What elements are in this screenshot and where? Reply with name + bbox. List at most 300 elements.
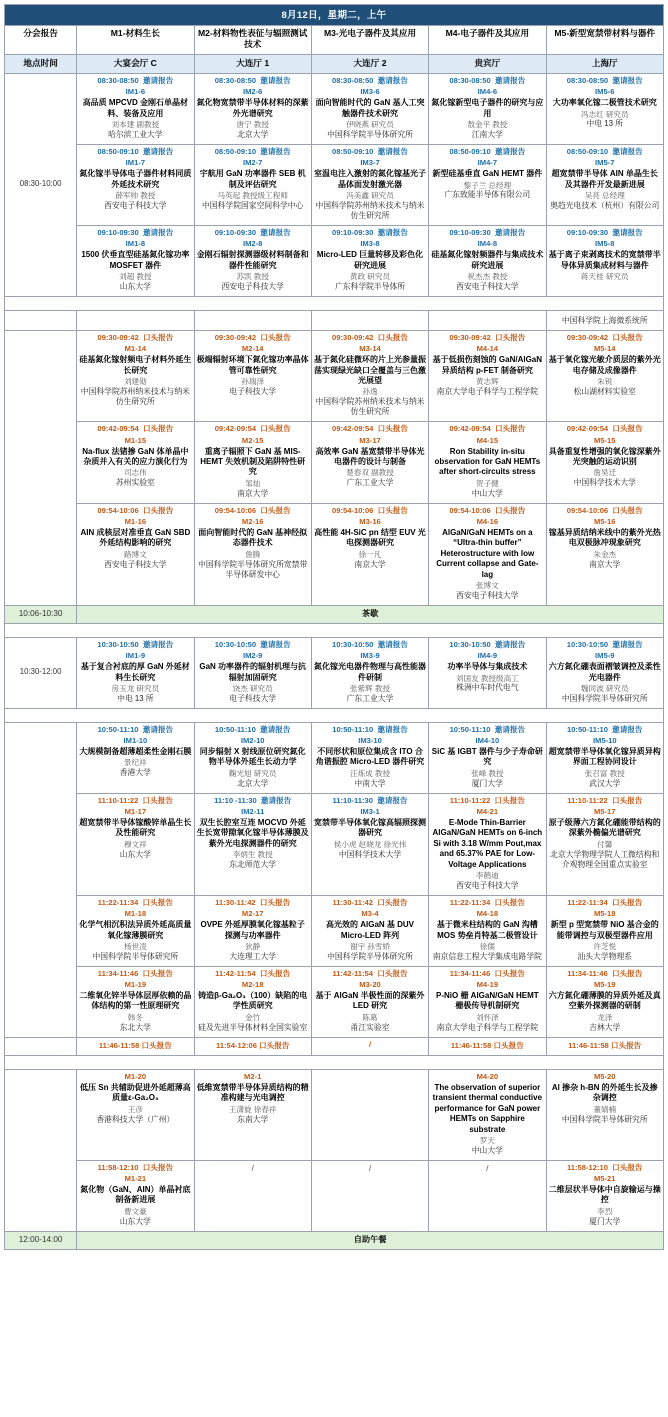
session-speaker: 张博文 xyxy=(475,580,499,590)
session-title: SiC 基 IGBT 器件与少子寿命研究 xyxy=(431,747,543,767)
session-entry[interactable] xyxy=(314,640,426,704)
session-org: 硅及先进半导体材料全国实验室 xyxy=(198,1022,308,1032)
session-speaker: 许芝悦 xyxy=(593,941,617,951)
session-time-type: 08:50-09:10 邀请报告 xyxy=(332,146,408,156)
session-cell-m3[interactable] xyxy=(311,895,428,966)
session-cell-m4[interactable] xyxy=(429,895,546,966)
session-entry[interactable] xyxy=(431,725,543,789)
session-code: M1-20 xyxy=(124,1071,147,1081)
session-entry[interactable] xyxy=(549,1072,661,1125)
session-time-type: 11:30-11:42 口头报告 xyxy=(215,897,291,907)
session-entry[interactable] xyxy=(197,333,309,397)
session-time-type: 09:30-09:42 口头报告 xyxy=(449,332,526,342)
strip-time xyxy=(5,1037,77,1055)
session-title: 高性能 4H-SiC pn 结型 EUV 光电探测器研究 xyxy=(314,527,426,548)
session-time-type: 09:10-09:30 邀请报告 xyxy=(566,228,643,238)
session-code: IM4-8 xyxy=(477,239,498,249)
session-code: IM2-11 xyxy=(241,806,265,816)
session-cell-m3[interactable] xyxy=(311,722,428,793)
session-entry[interactable] xyxy=(314,969,426,1033)
session-cell-m2[interactable] xyxy=(194,503,311,605)
session-entry[interactable] xyxy=(431,333,543,397)
session-cell-m4[interactable] xyxy=(429,144,546,225)
empty-slot: / xyxy=(486,1162,489,1173)
session-entry[interactable] xyxy=(549,796,661,870)
session-code: IM3-10 xyxy=(358,735,382,745)
session-cell-m1[interactable] xyxy=(77,722,194,793)
session-title: 氮化镓半导体电子器件材料同质外延技术研究 xyxy=(79,169,192,189)
session-code: M3-4 xyxy=(361,909,379,919)
session-time-type: 11:42-11:54 口头报告 xyxy=(215,968,291,978)
session-entry[interactable] xyxy=(431,898,543,962)
session-entry[interactable] xyxy=(197,725,309,789)
session-entry[interactable] xyxy=(314,333,426,417)
session-entry[interactable] xyxy=(549,506,661,570)
session-time-type: 08:30-08:50 邀请报告 xyxy=(97,76,174,85)
session-cell-m3[interactable] xyxy=(311,144,428,225)
session-code: M2-14 xyxy=(241,344,264,354)
session-speaker: 贺子健 xyxy=(475,478,499,488)
session-entry[interactable] xyxy=(431,506,543,601)
label-session: 分会报告 xyxy=(5,26,77,55)
session-entry[interactable] xyxy=(549,424,661,488)
session-entry[interactable] xyxy=(79,147,191,211)
session-cell-m2[interactable] xyxy=(194,966,311,1037)
session-cell-m5[interactable] xyxy=(546,144,663,225)
session-title: 低维宽禁带半导体异质结构的精准构建与光电调控 xyxy=(196,1082,309,1103)
session-entry[interactable] xyxy=(431,424,543,498)
session-cell-m3[interactable] xyxy=(311,330,428,421)
session-code: M1-18 xyxy=(124,909,147,919)
session-cell-m5[interactable] xyxy=(546,422,663,503)
session-entry[interactable] xyxy=(549,969,661,1033)
session-title: 面向智能时代的 GaN 基人工突触器件技术研究 xyxy=(315,98,425,118)
session-row xyxy=(5,144,664,225)
session-code: IM2-8 xyxy=(242,239,263,249)
session-entry[interactable] xyxy=(549,76,661,130)
block-gap xyxy=(5,296,664,310)
session-entry[interactable] xyxy=(79,1163,191,1227)
session-cell-m5[interactable] xyxy=(546,74,663,145)
session-speaker: 侯小虎 赵晓龙 徐光伟 xyxy=(333,839,407,849)
session-entry[interactable] xyxy=(314,898,426,962)
session-time-type: 11:10-11:22 口头报告 xyxy=(97,795,173,805)
session-org: 南京信息工程大学集成电路学院 xyxy=(432,951,542,961)
session-org: 山东大学 xyxy=(119,281,151,291)
session-entry[interactable] xyxy=(549,147,661,211)
session-time-type: 11:42-11:54 口头报告 xyxy=(332,968,408,978)
session-cell-m4[interactable] xyxy=(429,422,546,503)
session-speaker: 穆文祥 xyxy=(123,839,147,849)
session-entry[interactable] xyxy=(431,1072,543,1156)
session-title: 基于氮化硅微环的片上光参量振荡实现绿光缺口全覆盖与三色激光展望 xyxy=(314,355,427,385)
session-org: 北京大学 xyxy=(237,129,269,139)
session-code: M5-20 xyxy=(593,1071,616,1081)
track-header-3: M3-光电子器件及其应用 xyxy=(311,26,428,55)
session-code: IM3-1 xyxy=(360,806,380,816)
session-title: AIN 成核层对准垂直 GaN SBD 外延结构影响的研究 xyxy=(80,527,191,548)
session-title: 超宽禁带半导体镓酸锌单晶生长及性能研究 xyxy=(79,818,192,838)
session-cell-m1[interactable] xyxy=(77,503,194,605)
session-code: M5-19 xyxy=(593,980,616,989)
session-title: 铸造β-Ga₂O₃（100）缺陷的电学性质研究 xyxy=(198,991,308,1011)
session-code: IM3-7 xyxy=(360,158,380,168)
session-title: 六方氮化硼表面褶皱调控及柔性光电器件 xyxy=(548,662,661,682)
label-venue-time: 地点时间 xyxy=(5,55,77,74)
session-org: 南京大学电子科学与工程学院 xyxy=(436,386,539,396)
session-org: 南京大学 xyxy=(237,488,269,498)
session-title: 硅基氮化镓射频电子材料外延生长研究 xyxy=(79,355,192,375)
session-code: IM3-9 xyxy=(360,651,380,661)
session-time-type: 11:10-11:22 口头报告 xyxy=(449,795,525,805)
session-time-type: 09:54-10:06 口头报告 xyxy=(449,505,526,515)
session-entry[interactable] xyxy=(79,898,191,962)
session-time-type: 09:10-09:30 邀请报告 xyxy=(97,228,174,238)
session-cell-m4[interactable] xyxy=(429,722,546,793)
session-speaker: 刘国友 教授级高工 xyxy=(455,673,519,683)
session-org: 广东科学院半导体所 xyxy=(334,281,406,291)
session-speaker: 谢宇 孙雪娇 xyxy=(349,941,391,951)
session-org: 中山大学 xyxy=(471,1145,503,1155)
session-entry[interactable] xyxy=(549,725,661,789)
session-cell-m4[interactable] xyxy=(429,637,546,708)
session-code: M3-14 xyxy=(359,344,381,354)
session-title: 超宽禁带半导体氧化镓异质异构界面工程协同设计 xyxy=(548,747,661,767)
session-org: 西安电子科技大学 xyxy=(104,200,167,210)
session-code: M4-19 xyxy=(476,980,499,989)
session-org: 中国科学技术大学 xyxy=(338,849,402,859)
session-code: IM1-7 xyxy=(125,158,146,168)
session-org: 电子科技大学 xyxy=(229,386,277,396)
session-cell-m1[interactable] xyxy=(77,74,194,145)
session-cell-m2[interactable] xyxy=(194,722,311,793)
strip-cell-m5[interactable]: 11:46-11:58 口头报告 xyxy=(546,1037,663,1055)
session-entry[interactable] xyxy=(197,76,309,140)
session-cell-m3[interactable] xyxy=(311,422,428,503)
session-entry[interactable] xyxy=(79,640,191,704)
empty-slot: / xyxy=(251,1162,254,1173)
session-org: 哈尔滨工业大学 xyxy=(108,129,163,139)
session-code: M2-15 xyxy=(241,435,264,445)
session-title: 极端辐射环境下氮化镓功率晶体管可靠性研究 xyxy=(196,355,309,375)
session-title: 高效率 GaN 基宽禁带半导体光电器件的设计与制备 xyxy=(315,446,425,467)
session-entry[interactable] xyxy=(79,725,191,779)
block-time xyxy=(5,1069,77,1231)
session-row xyxy=(5,330,664,421)
session-code: IM4-10 xyxy=(475,735,500,745)
session-entry[interactable] xyxy=(314,424,426,488)
session-entry[interactable] xyxy=(197,506,309,580)
session-speaker: 杨世凌 xyxy=(123,941,147,951)
session-entry[interactable] xyxy=(431,76,543,140)
session-entry[interactable] xyxy=(314,725,426,789)
session-entry[interactable] xyxy=(549,333,661,397)
session-org: 香港大学 xyxy=(119,768,151,778)
session-cell-m2[interactable] xyxy=(194,637,311,708)
session-time-type: 08:30-08:50 邀请报告 xyxy=(214,76,291,85)
session-title: 镓基异质结纳米线中的紫外光热电双极脉冲现象研究 xyxy=(548,527,661,548)
session-cell-m1[interactable] xyxy=(77,422,194,503)
session-cell-m5[interactable] xyxy=(546,226,663,297)
session-cell-m4[interactable] xyxy=(429,1160,546,1231)
session-row xyxy=(5,1069,664,1160)
session-speaker: 伊晓燕 研究员 xyxy=(346,119,394,129)
session-entry[interactable] xyxy=(197,147,309,211)
session-cell-m1[interactable] xyxy=(77,1069,194,1160)
session-cell-m2[interactable] xyxy=(194,144,311,225)
session-org: 吉林大学 xyxy=(589,1022,621,1032)
session-time-type: 09:42-09:54 口头报告 xyxy=(332,424,408,434)
session-time-type: 10:30-10:50 邀请报告 xyxy=(566,639,643,649)
session-entry[interactable] xyxy=(431,796,543,891)
session-speaker: 朱锐 xyxy=(597,376,613,386)
session-entry[interactable] xyxy=(314,506,426,570)
session-speaker: 朱金杰 xyxy=(593,549,617,559)
session-time-type: 09:10-09:30 邀请报告 xyxy=(449,228,526,238)
venue-5: 上海厅 xyxy=(546,55,663,74)
note-cell xyxy=(311,310,428,330)
session-time-type: 10:30-10:50 邀请报告 xyxy=(332,639,408,649)
session-code: IM5-10 xyxy=(592,735,617,745)
session-code: M5-18 xyxy=(593,909,616,919)
session-cell-m3[interactable] xyxy=(311,1069,428,1160)
strip-cell-m1[interactable]: 11:46-11:58 口头报告 xyxy=(77,1037,194,1055)
session-entry[interactable] xyxy=(79,506,191,570)
session-cell-m4[interactable] xyxy=(429,226,546,297)
session-title: 二维层状半导体中自旋输运与操控 xyxy=(548,1185,661,1205)
session-cell-m5[interactable] xyxy=(546,895,663,966)
session-time-type: 10:50-11:10 邀请报告 xyxy=(449,724,526,734)
session-cell-m3[interactable] xyxy=(311,637,428,708)
session-org: 厦门大学 xyxy=(589,1216,621,1226)
session-cell-m4[interactable] xyxy=(429,966,546,1037)
session-cell-m2[interactable] xyxy=(194,330,311,421)
session-code: M4-16 xyxy=(476,516,499,526)
session-org: 中国科学院半导体研究所 xyxy=(327,129,413,139)
session-cell-m2[interactable] xyxy=(194,895,311,966)
session-title: 具备重复性增强的氧化镓深紫外光突触的运动识别 xyxy=(548,446,661,467)
session-cell-m5[interactable] xyxy=(546,503,663,605)
session-code: M1-15 xyxy=(124,435,147,445)
session-cell-m2[interactable] xyxy=(194,74,311,145)
session-entry[interactable] xyxy=(79,1072,191,1125)
session-code: IM3-6 xyxy=(360,87,380,97)
session-title: OVPE 外延厚膜氧化镓基粒子探测与功率器件 xyxy=(200,920,305,940)
session-org: 中南大学 xyxy=(354,778,386,788)
session-org: 苏州实验室 xyxy=(115,478,155,488)
session-cell-m1[interactable] xyxy=(77,226,194,297)
session-entry[interactable] xyxy=(431,640,543,694)
session-cell-m3[interactable] xyxy=(311,793,428,895)
session-entry[interactable] xyxy=(549,228,661,282)
track-header-1: M1-材料生长 xyxy=(77,26,194,55)
session-cell-m5[interactable] xyxy=(546,637,663,708)
session-entry[interactable] xyxy=(431,969,543,1033)
session-time-type: 09:30-09:42 口头报告 xyxy=(566,332,643,342)
session-time-type: 09:42-09:54 口头报告 xyxy=(214,424,291,434)
session-org: 中国科学院半导体研究所 xyxy=(561,693,648,703)
session-cell-m3[interactable] xyxy=(311,1160,428,1231)
session-speaker: 冯美鑫 研究员 xyxy=(346,190,394,200)
session-title: 重离子辐照下 GaN 基 MIS-HEMT 失效机制及陷阱特性研究 xyxy=(200,446,306,477)
session-cell-m2[interactable] xyxy=(194,793,311,895)
session-cell-m2[interactable] xyxy=(194,422,311,503)
session-cell-m5[interactable] xyxy=(546,966,663,1037)
session-title: 新型 p 型宽禁带 NiO 基合金的能带调控与双极型器件应用 xyxy=(550,920,659,940)
session-entry[interactable] xyxy=(431,228,543,292)
session-speaker: 徐一凡 xyxy=(358,549,382,559)
session-entry[interactable] xyxy=(197,228,309,292)
session-time-type: 11:22-11:34 口头报告 xyxy=(97,897,173,907)
session-cell-m5[interactable] xyxy=(546,1069,663,1160)
session-cell-m1[interactable] xyxy=(77,895,194,966)
session-org: 东南大学 xyxy=(237,1114,269,1124)
session-title: E-Mode Thin-Barrier AlGaN/GaN HEMTs on 6-inch Si with 3.18 W/mm Pout,max and 65.37% PAE for Low-Voltage Applications xyxy=(432,818,543,869)
session-entry[interactable] xyxy=(197,424,309,498)
session-speaker: 黄政 研究员 xyxy=(349,272,391,281)
session-entry[interactable] xyxy=(79,424,191,488)
session-title: 1500 伏垂直型硅基氮化镓功率 MOSFET 器件 xyxy=(81,250,190,270)
session-speaker: 黎子兰 总经理 xyxy=(463,180,512,190)
session-cell-m3[interactable] xyxy=(311,226,428,297)
note-cell xyxy=(77,310,194,330)
session-title: 基于复合衬底的厚 GaN 外延材料生长研究 xyxy=(80,662,190,682)
session-cell-m1[interactable] xyxy=(77,966,194,1037)
session-title: 氮化镓光电器件物理与高性能器件研制 xyxy=(314,662,427,682)
session-entry[interactable] xyxy=(79,796,191,860)
day-title-row xyxy=(5,5,664,26)
session-cell-m2[interactable] xyxy=(194,1069,311,1160)
session-entry[interactable] xyxy=(197,898,309,962)
session-entry[interactable] xyxy=(549,640,661,704)
session-title: 宇航用 GaN 功率器件 SEB 机制及评估研究 xyxy=(199,169,306,189)
session-org: 松山湖材料实验室 xyxy=(573,386,636,396)
session-title: Ron Stability in-situ observation for GaN HEMTs after short-circuits stress xyxy=(434,446,541,477)
session-cell-m1[interactable] xyxy=(77,330,194,421)
session-entry[interactable] xyxy=(197,640,309,704)
session-entry[interactable] xyxy=(314,228,426,292)
session-speaker: 张紫辉 教授 xyxy=(349,683,391,693)
block-gap xyxy=(5,1055,664,1069)
session-time-type: 10:50-11:10 邀请报告 xyxy=(97,724,174,734)
session-entry[interactable] xyxy=(314,76,426,140)
session-entry[interactable] xyxy=(549,1163,661,1227)
session-code: IM1-8 xyxy=(125,239,146,249)
session-code: IM5-6 xyxy=(595,87,615,97)
strip-cell-m4[interactable]: 11:46-11:58 口头报告 xyxy=(429,1037,546,1055)
session-cell-m4[interactable] xyxy=(429,503,546,605)
session-entry[interactable] xyxy=(79,969,191,1033)
session-cell-m3[interactable] xyxy=(311,74,428,145)
session-cell-m1[interactable] xyxy=(77,144,194,225)
session-org: 山东大学 xyxy=(119,1216,151,1226)
session-cell-m4[interactable] xyxy=(429,1069,546,1160)
session-time-type: 10:30-10:50 邀请报告 xyxy=(97,639,174,649)
session-code: IM4-9 xyxy=(477,651,498,661)
session-speaker: 孙瑞泽 xyxy=(241,376,265,386)
session-title: 超宽禁带半导体 AIN 单晶生长及其器件开发最新进展 xyxy=(551,169,658,189)
session-row xyxy=(5,637,664,708)
session-title: 基于低损伤刻蚀的 GaN/AlGaN 异质结构 p-FET 制备研究 xyxy=(432,355,543,375)
session-org: 南京大学电子科学与工程学院 xyxy=(436,1022,539,1032)
session-time-type: 09:54-10:06 口头报告 xyxy=(332,505,408,515)
session-code: IM5-7 xyxy=(595,158,615,168)
session-row xyxy=(5,722,664,793)
session-time-type: 09:54-10:06 口头报告 xyxy=(566,505,643,515)
session-entry[interactable] xyxy=(79,76,191,140)
session-title: 低压 Sn 共辅助促进外延超薄高质量ε-Ga₂O₃ xyxy=(80,1082,191,1103)
session-speaker: 魏同波 研究员 xyxy=(580,683,629,693)
session-entry[interactable] xyxy=(197,1072,309,1125)
session-cell-m1[interactable] xyxy=(77,637,194,708)
session-title: 大功率氧化镓二极管技术研究 xyxy=(552,98,657,108)
session-entry[interactable] xyxy=(549,898,661,962)
session-cell-m5[interactable] xyxy=(546,1160,663,1231)
schedule-table xyxy=(4,4,664,1250)
session-code: M5-14 xyxy=(593,344,616,354)
session-title: 氮化镓新型电子器件的研究与应用 xyxy=(431,98,544,118)
session-title: 硅基氮化镓射频器件与集成技术研究进展 xyxy=(431,250,544,270)
note-row xyxy=(5,310,664,330)
session-entry[interactable] xyxy=(197,796,309,870)
session-entry[interactable] xyxy=(79,333,191,407)
session-speaker: 李烈 xyxy=(597,1206,613,1216)
session-cell-m2[interactable] xyxy=(194,1160,311,1231)
session-time-type: 10:30-10:50 邀请报告 xyxy=(214,639,291,649)
session-code: M4-15 xyxy=(476,435,499,445)
track-header-5: M5-新型宽禁带材料与器件 xyxy=(546,26,663,55)
session-code: IM5-9 xyxy=(595,651,615,661)
session-title: 双生长腔室互连 MOCVD 外延生长宽带隙氧化镓半导体薄膜及紫外光电探测器件的研究 xyxy=(196,818,309,848)
session-cell-m3[interactable] xyxy=(311,503,428,605)
venue-4: 贵宾厅 xyxy=(429,55,546,74)
session-cell-m5[interactable] xyxy=(546,330,663,421)
session-time-type: 11:58-12:10 口头报告 xyxy=(566,1162,643,1172)
session-time-type: 10:50-11:10 邀请报告 xyxy=(566,724,643,734)
session-entry[interactable] xyxy=(79,228,191,292)
session-entry[interactable] xyxy=(314,796,426,860)
session-title: 原子级薄六方氮化硼能带结构的深紫外椭偏光谱研究 xyxy=(548,818,661,838)
session-cell-m4[interactable] xyxy=(429,330,546,421)
session-org: 中国科学院半导体研究所 xyxy=(561,1114,648,1124)
session-title: 同步辐射 X 射线原位研究氮化物半导体外延生长动力学 xyxy=(199,747,306,767)
session-cell-m1[interactable] xyxy=(77,793,194,895)
session-cell-m4[interactable] xyxy=(429,793,546,895)
session-entry[interactable] xyxy=(431,147,543,201)
session-cell-m3[interactable] xyxy=(311,966,428,1037)
session-time-type: 11:22-11:34 口头报告 xyxy=(567,897,643,907)
strip-cell-m3[interactable]: / xyxy=(311,1037,428,1055)
strip-cell-m2[interactable]: 11:54-12:06 口头报告 xyxy=(194,1037,311,1055)
session-cell-m1[interactable] xyxy=(77,1160,194,1231)
session-code: M4-18 xyxy=(476,909,499,919)
session-org: 株洲中车时代电气 xyxy=(456,683,519,693)
session-code: IM2-6 xyxy=(242,87,263,97)
session-entry[interactable] xyxy=(197,969,309,1033)
session-cell-m4[interactable] xyxy=(429,74,546,145)
session-cell-m5[interactable] xyxy=(546,793,663,895)
session-code: M5-16 xyxy=(593,516,616,526)
session-title: 基于氧化镓光敏介质层的紫外光电存储及成像器件 xyxy=(548,355,661,375)
session-entry[interactable] xyxy=(314,147,426,221)
session-code: IM2-7 xyxy=(242,158,263,168)
session-title: 高品质 MPCVD 金刚石单晶材料、装备及应用 xyxy=(82,98,189,118)
session-cell-m2[interactable] xyxy=(194,226,311,297)
session-speaker: 金竹 xyxy=(245,1012,261,1022)
session-speaker: 龙泽 xyxy=(597,1012,613,1022)
session-cell-m5[interactable] xyxy=(546,722,663,793)
session-org: 甬江实验室 xyxy=(350,1022,390,1032)
